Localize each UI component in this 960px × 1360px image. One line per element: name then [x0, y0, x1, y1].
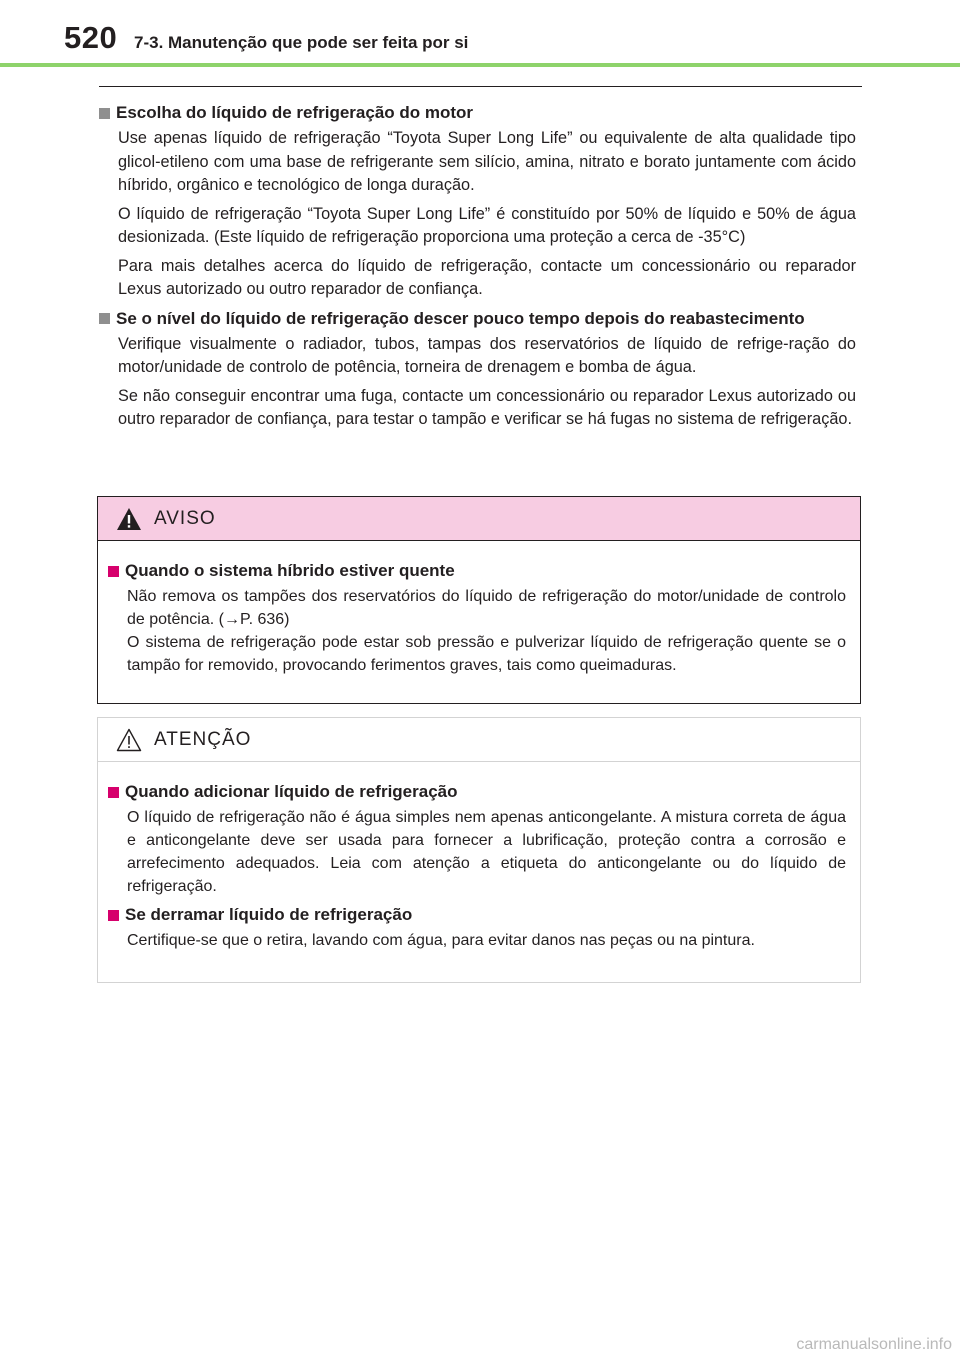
square-bullet-icon	[99, 108, 110, 119]
section-title-coolant-level: Se o nível do líquido de refrigeração descer pouco tempo depois do reabastecimento	[99, 307, 856, 331]
section-title-coolant-choice: Escolha do líquido de refrigeração do motor	[99, 101, 856, 125]
paragraph: O líquido de refrigeração “Toyota Super Long Life” é constituído por 50% de líquido e 50% de água desionizada. (Este líquido de refrigeração proporciona uma proteção a cerca de -35°C)	[118, 204, 856, 246]
warning-body	[98, 541, 860, 677]
paragraph: Não remova os tampões dos reservatórios do líquido de refrigeração do motor/unidade de controlo de potência. (→P. 636)	[127, 588, 846, 628]
paragraph: Verifique visualmente o radiador, tubos, tampas dos reservatórios de líquido de refrige-ração do motor/unidade de controlo de potência, torneira de drenagem e bomba de água.	[118, 334, 856, 376]
chapter-title: 7-3. Manutenção que pode ser feita por si	[134, 33, 469, 52]
square-bullet-icon	[108, 566, 119, 577]
square-bullet-icon	[108, 910, 119, 921]
paragraph: O líquido de refrigeração não é água simples nem apenas anticongelante. A mistura correta de água e anticongelante deve ser usada para fornecer a lubrificação, proteção contra a corrosão e arrefecimento adequados. Leia com atenção a etiqueta do anticongelante ou do líquido de refrigeração.	[127, 809, 846, 895]
header-rule	[0, 63, 960, 67]
main-content	[99, 97, 856, 437]
caution-item-title: Se derramar líquido de refrigeração	[108, 903, 846, 927]
caution-label: ATENÇÃO	[154, 728, 252, 750]
warning-item-title: Quando o sistema híbrido estiver quente	[108, 559, 846, 583]
caution-header	[98, 718, 860, 762]
page-header	[0, 0, 960, 70]
paragraph: Certifique-se que o retira, lavando com água, para evitar danos nas peças ou na pintura.	[127, 932, 755, 949]
page-number: 520	[64, 20, 118, 55]
caution-box	[97, 717, 861, 983]
warning-header	[98, 497, 860, 541]
warning-label: AVISO	[154, 507, 216, 529]
watermark: carmanualsonline.info	[796, 1336, 952, 1353]
paragraph: O sistema de refrigeração pode estar sob pressão e pulverizar líquido de refrigeração quente se o tampão for removido, provocando ferimentos graves, tais como queimaduras.	[127, 634, 846, 674]
warning-box	[97, 496, 861, 704]
divider	[99, 86, 862, 87]
square-bullet-icon	[99, 313, 110, 324]
paragraph: Se não conseguir encontrar uma fuga, contacte um concessionário ou reparador Lexus autorizado ou outro reparador de confiança, para testar o tampão e verificar se há fugas no sistema de refrigeração.	[118, 386, 856, 428]
paragraph: Para mais detalhes acerca do líquido de refrigeração, contacte um concessionário ou reparador Lexus autorizado ou outro reparador de confiança.	[118, 256, 856, 298]
warning-triangle-icon	[116, 507, 142, 531]
caution-triangle-icon	[116, 728, 142, 752]
paragraph: Use apenas líquido de refrigeração “Toyota Super Long Life” ou equivalente de alta qualidade tipo glicol-etileno com uma base de refrigerante sem silício, amina, nitrato e borato juntamente com ácido híbrido, orgânico e tecnológico de longa duração.	[118, 129, 856, 194]
square-bullet-icon	[108, 787, 119, 798]
caution-body	[98, 762, 860, 952]
caution-item-title: Quando adicionar líquido de refrigeração	[108, 780, 846, 804]
